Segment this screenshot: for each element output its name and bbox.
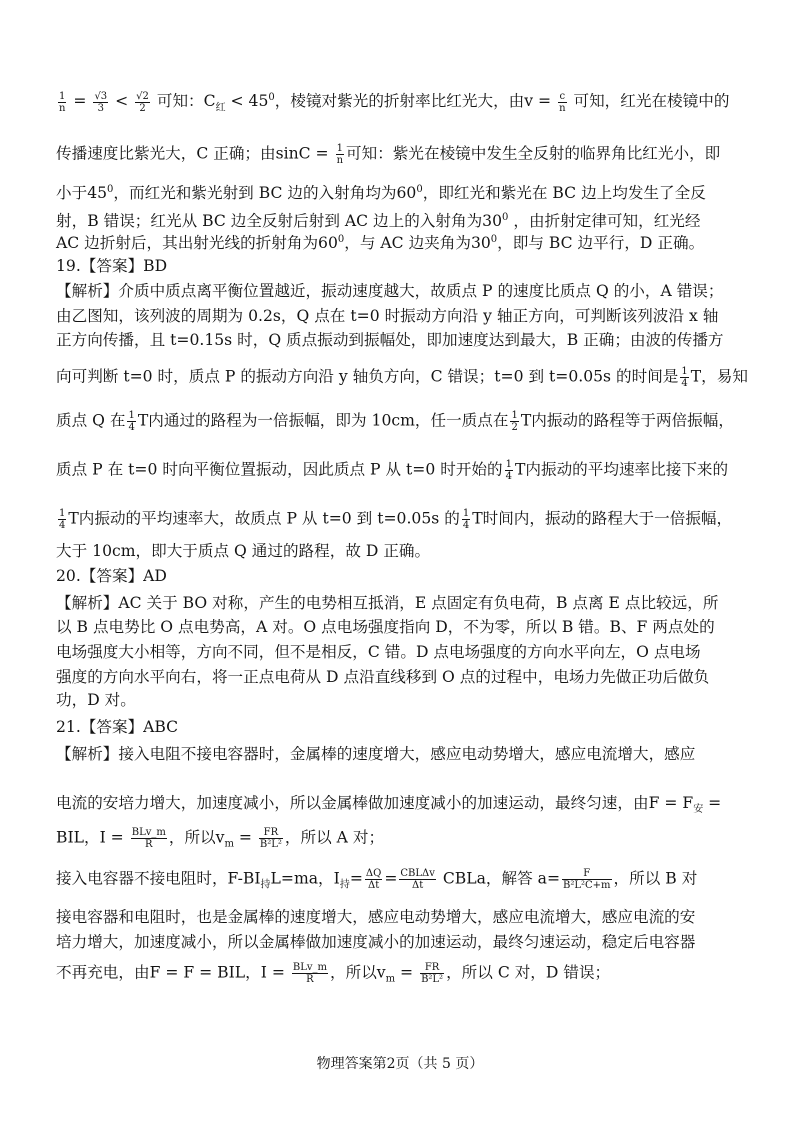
text-line (56, 642, 756, 662)
text-run: T内振动的平均速率比接下来的 (515, 460, 729, 479)
text-line (56, 868, 756, 896)
text-run: 小于45 (56, 184, 108, 203)
text-run: 【解析】介质中质点离平衡位置越近，振动速度越大，故质点 P 的速度比质点 Q 的小，A 错误； (56, 282, 724, 300)
text-run: 接电容器和电阻时，也是金属棒的速度增大，感应电动势增大，感应电流增大，感应电流的安 (56, 908, 696, 926)
text-line (56, 541, 756, 561)
fraction-numerator: ΔQ (365, 868, 382, 879)
text-line (56, 593, 756, 613)
text-line (56, 667, 756, 687)
text-line (56, 617, 756, 637)
fraction-numerator: c (559, 90, 566, 102)
text-run: 质点 P 在 t=0 时向平衡位置振动，因此质点 P 从 t=0 时开始的 (56, 460, 503, 479)
text-run: 21.【答案】ABC (56, 718, 179, 736)
fraction-numerator: 1 (505, 459, 512, 470)
text-run: T，易知 (690, 367, 748, 386)
superscript: 0 (502, 212, 509, 223)
text-run: T内振动的平均速率大，故质点 P 从 t=0 到 t=0.05s 的 (68, 509, 460, 528)
text-line (56, 566, 756, 586)
text-run: 【解析】接入电阻不接电容器时，金属棒的速度增大，感应电动势增大，感应电流增大，感应 (56, 745, 696, 763)
fraction (680, 366, 688, 389)
text-run: = (68, 92, 92, 111)
text-line (56, 508, 756, 531)
fraction-numerator: 1 (462, 508, 470, 519)
text-line (56, 143, 756, 166)
text-line (56, 230, 756, 253)
fraction-numerator: √3 (94, 90, 108, 102)
text-line (56, 330, 756, 350)
fraction-denominator: B²L² (259, 839, 282, 850)
fraction-denominator: Δt (367, 880, 380, 891)
fraction (58, 508, 66, 531)
text-run: 可知：紫光在棱镜中发生全反射的临界角比红光小，即 (346, 144, 721, 163)
text-run: ，而红光和紫光射到 BC 边的入射角均为60 (113, 184, 417, 203)
superscript: 0 (416, 184, 423, 195)
fraction-numerator: F (562, 868, 612, 880)
text-line (56, 459, 756, 482)
fraction-numerator: BLv_m (131, 827, 166, 838)
text-run: 【解析】AC 关于 BO 对称，产生的电势相互抵消，E 点固定有负电荷，B 点离 E 点比较远，所 (56, 594, 719, 612)
fraction (420, 962, 444, 985)
fraction (93, 91, 108, 114)
fraction-numerator: FR (420, 962, 444, 974)
superscript: 0 (490, 234, 498, 245)
text-run: 可知，红光在棱镜中的 (568, 92, 730, 111)
fraction (510, 410, 518, 433)
fraction-denominator: B²L² (421, 974, 444, 985)
fraction (558, 91, 566, 114)
text-run: 可知：C (151, 92, 216, 111)
fraction (505, 459, 513, 482)
fraction-numerator: CBLΔv (400, 868, 435, 879)
text-run: ，与 AC 边夹角为30 (344, 234, 491, 253)
text-line (56, 256, 756, 276)
subscript: 安 (693, 804, 704, 816)
text-run: 传播速度比紫光大，C 正确；由sinC = (56, 144, 334, 163)
text-line (56, 744, 756, 764)
text-run: L=ma，I (270, 869, 340, 888)
text-run: 质点 Q 在 (56, 411, 126, 430)
text-run: T内通过的路程为一倍振幅，即为 10cm，任一质点在 (137, 411, 509, 430)
fraction-denominator: Δt (412, 880, 424, 891)
text-run: = (703, 794, 722, 812)
text-line (56, 281, 756, 301)
fraction-denominator: n (559, 102, 566, 114)
fraction-denominator: 4 (128, 422, 135, 433)
page-footer: 物理答案第2页（共 5 页） (316, 1056, 484, 1072)
text-line (56, 932, 756, 952)
text-run: 20.【答案】AD (56, 567, 167, 585)
text-run: < (110, 92, 134, 111)
text-line (56, 88, 756, 118)
text-run: 电流的安培力增大，加速度减小，所以金属棒做加速度减小的加速运动，最终匀速，由F = F (56, 794, 694, 812)
fraction (365, 868, 382, 891)
text-run: T时间内，振动的路程大于一倍振幅， (472, 509, 733, 528)
fraction-numerator: BLv_m (292, 962, 327, 973)
superscript: 0 (268, 92, 275, 103)
fraction (58, 91, 66, 114)
text-run: T内振动的路程等于两倍振幅， (520, 411, 734, 430)
text-line (56, 180, 756, 203)
text-run: 大于 10cm，即大于质点 Q 通过的路程，故 D 正确。 (56, 542, 431, 560)
text-run: 不再充电，由F = F = BIL，I = (56, 963, 290, 982)
text-run: = (384, 869, 398, 888)
fraction (462, 508, 470, 531)
text-run: = (349, 869, 363, 888)
subscript: 持 (339, 879, 350, 891)
fraction-denominator: n (59, 102, 66, 114)
text-line (56, 793, 756, 820)
fraction-numerator: 1 (59, 508, 66, 519)
text-run: ，由折射定律可知，红光经 (508, 212, 701, 231)
text-line (56, 208, 756, 231)
text-run: 射，B 错误；红光从 BC 边全反射后射到 AC 边上的入射角为30 (56, 212, 503, 231)
text-run: 向可判断 t=0 时，质点 P 的振动方向沿 y 轴负方向，C 错误；t=0 到 t=0.05s 的时间是 (56, 367, 679, 386)
text-line (56, 306, 756, 326)
text-line (56, 962, 756, 990)
text-run: ，棱镜对紫光的折射率比红光大，由v = (274, 92, 557, 111)
text-run: 强度的方向水平向右，将一正点电荷从 D 点沿直线移到 O 点的过程中，电场力先做正功后做负 (56, 668, 710, 686)
text-run: = (395, 963, 419, 982)
fraction-denominator: 4 (505, 471, 512, 482)
subscript: 红 (215, 102, 226, 114)
fraction-denominator: n (336, 155, 344, 166)
subscript: m (224, 838, 234, 850)
text-run: 接入电容器不接电阻时，F-BI (56, 869, 261, 888)
text-run: 正方向传播，且 t=0.15s 时，Q 质点振动到振幅处，即加速度达到最大，B 正确；由波的传播方 (56, 331, 724, 349)
subscript: m (385, 973, 396, 985)
superscript: 0 (107, 184, 114, 195)
fraction-denominator: R (306, 974, 314, 985)
text-line (56, 366, 756, 389)
fraction (259, 827, 283, 850)
fraction-numerator: 1 (128, 410, 135, 421)
fraction-numerator: 1 (336, 143, 343, 154)
fraction-numerator: 1 (681, 366, 688, 377)
fraction (131, 827, 167, 850)
fraction-denominator: 2 (139, 102, 146, 114)
text-line (56, 907, 756, 927)
text-run: 电场强度大小相等，方向不同，但不是相反，C 错。D 点电场强度的方向水平向左，O 点电场 (56, 643, 701, 661)
text-line (56, 717, 756, 737)
fraction (135, 91, 150, 114)
text-run: = (233, 828, 257, 847)
fraction-numerator: 1 (59, 90, 66, 102)
text-run: ，所以 B 对 (613, 869, 698, 888)
text-run: ，所以v (330, 963, 386, 982)
fraction-denominator: 4 (681, 378, 688, 389)
text-run: AC 边折射后，其出射光线的折射角为60 (56, 234, 338, 253)
fraction-numerator: √2 (136, 90, 149, 102)
text-run: 以 B 点电势比 O 点电势高，A 对。O 点电场强度指向 D，不为零，所以 B 错。B、F 两点处的 (56, 618, 715, 636)
fraction (127, 410, 135, 433)
text-run: ，即红光和紫光在 BC 边上均发生了全反 (422, 184, 706, 203)
text-run: 19.【答案】BD (56, 257, 168, 275)
text-run: 培力增大，加速度减小，所以金属棒做加速度减小的加速运动，最终匀速运动，稳定后电容器 (56, 933, 696, 951)
text-run: ，所以 C 对，D 错误； (446, 963, 611, 982)
fraction-denominator: 3 (97, 102, 104, 114)
text-line (56, 690, 756, 710)
fraction-denominator: 4 (59, 520, 66, 531)
fraction-denominator: R (145, 839, 153, 850)
text-line (56, 410, 756, 433)
subscript: 持 (260, 879, 271, 891)
fraction (562, 868, 612, 891)
fraction (399, 868, 436, 891)
fraction-denominator: 4 (462, 520, 470, 531)
text-run: ，所以v (168, 828, 225, 847)
fraction-numerator: 1 (511, 410, 518, 421)
fraction-numerator: FR (259, 827, 283, 839)
text-run: BIL，I = (56, 828, 129, 847)
fraction-denominator: 2 (511, 422, 518, 433)
fraction (336, 143, 344, 166)
text-run: ，所以 A 对； (284, 828, 385, 847)
fraction-denominator: B²L²C+m (563, 880, 611, 891)
superscript: 0 (337, 234, 345, 245)
text-run: 功，D 对。 (56, 691, 136, 709)
text-line (56, 827, 756, 855)
text-run: CBLa，解答 a= (437, 869, 561, 888)
text-run: 由乙图知，该列波的周期为 0.2s，Q 点在 t=0 时振动方向沿 y 轴正方向，可判断该列波沿 x 轴 (56, 307, 719, 325)
text-run: ，即与 BC 边平行，D 正确。 (497, 234, 705, 253)
fraction (292, 962, 328, 985)
text-run: < 45 (225, 92, 269, 111)
